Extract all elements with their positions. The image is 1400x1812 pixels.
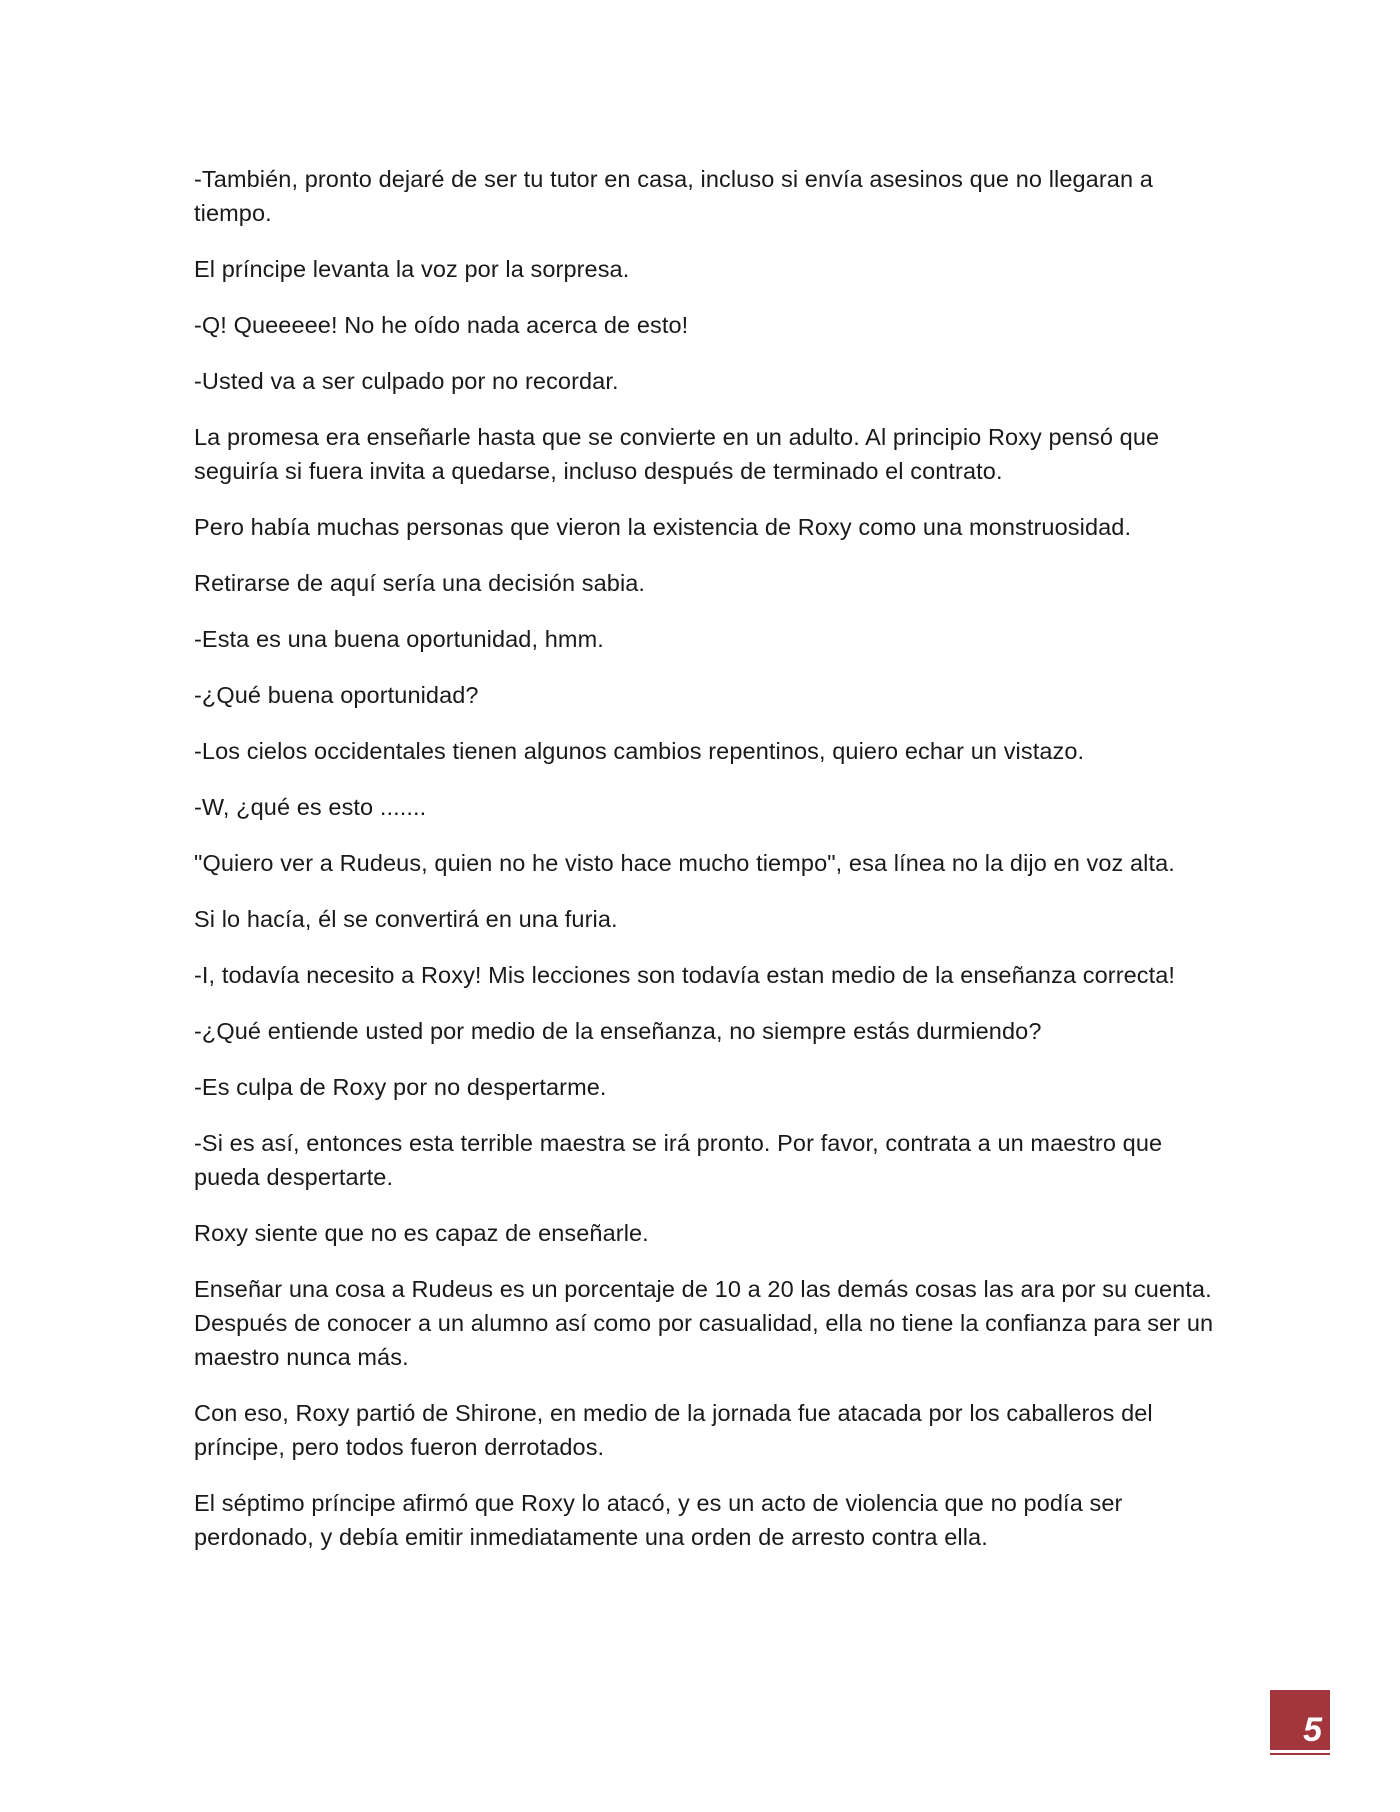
paragraph-4: -Usted va a ser culpado por no recordar.	[194, 368, 619, 394]
paragraph-1: -También, pronto dejaré de ser tu tutor en casa, incluso si envía asesinos que no llegaran a tiempo.	[194, 166, 1153, 226]
paragraph-10: -Los cielos occidentales tienen algunos cambios repentinos, quiero echar un vistazo.	[194, 738, 1085, 764]
paragraph-8: -Esta es una buena oportunidad, hmm.	[194, 626, 604, 652]
document-body	[194, 162, 1219, 1576]
paragraph-20: Con eso, Roxy partió de Shirone, en medio de la jornada fue atacada por los caballeros del príncipe, pero todos fueron derrotados.	[194, 1400, 1153, 1460]
paragraph-18: Roxy siente que no es capaz de enseñarle.	[194, 1220, 649, 1246]
paragraph-12: "Quiero ver a Rudeus, quien no he visto hace mucho tiempo", esa línea no la dijo en voz alta.	[194, 850, 1175, 876]
paragraph-13: Si lo hacía, él se convertirá en una furia.	[194, 906, 618, 932]
paragraph-3: -Q! Queeeee! No he oído nada acerca de esto!	[194, 312, 689, 338]
paragraph-21: El séptimo príncipe afirmó que Roxy lo atacó, y es un acto de violencia que no podía ser perdonado, y debía emitir inmediatamente una orden de arresto contra ella.	[194, 1490, 1123, 1550]
page-number: 5	[1303, 1711, 1322, 1749]
page-number-badge	[1270, 1690, 1330, 1755]
paragraph-14: -I, todavía necesito a Roxy! Mis lecciones son todavía estan medio de la enseñanza correcta!	[194, 962, 1176, 988]
paragraph-19: Enseñar una cosa a Rudeus es un porcentaje de 10 a 20 las demás cosas las ara por su cuenta. Después de conocer a un alumno así como por casualidad, ella no tiene la confianza para ser un maestro nunca más.	[194, 1276, 1214, 1370]
paragraph-9: -¿Qué buena oportunidad?	[194, 682, 479, 708]
paragraph-15: -¿Qué entiende usted por medio de la enseñanza, no siempre estás durmiendo?	[194, 1018, 1042, 1044]
paragraph-17: -Si es así, entonces esta terrible maestra se irá pronto. Por favor, contrata a un maestro que pueda despertarte.	[194, 1130, 1163, 1190]
paragraph-16: -Es culpa de Roxy por no despertarme.	[194, 1074, 607, 1100]
paragraph-11: -W, ¿qué es esto .......	[194, 794, 427, 820]
page-number-underline	[1270, 1750, 1330, 1753]
paragraph-6: Pero había muchas personas que vieron la existencia de Roxy como una monstruosidad.	[194, 514, 1132, 540]
paragraph-5: La promesa era enseñarle hasta que se convierte en un adulto. Al principio Roxy pensó que seguiría si fuera invita a quedarse, incluso después de terminado el contrato.	[194, 424, 1160, 484]
paragraph-7: Retirarse de aquí sería una decisión sabia.	[194, 570, 646, 596]
paragraph-2: El príncipe levanta la voz por la sorpresa.	[194, 256, 630, 282]
